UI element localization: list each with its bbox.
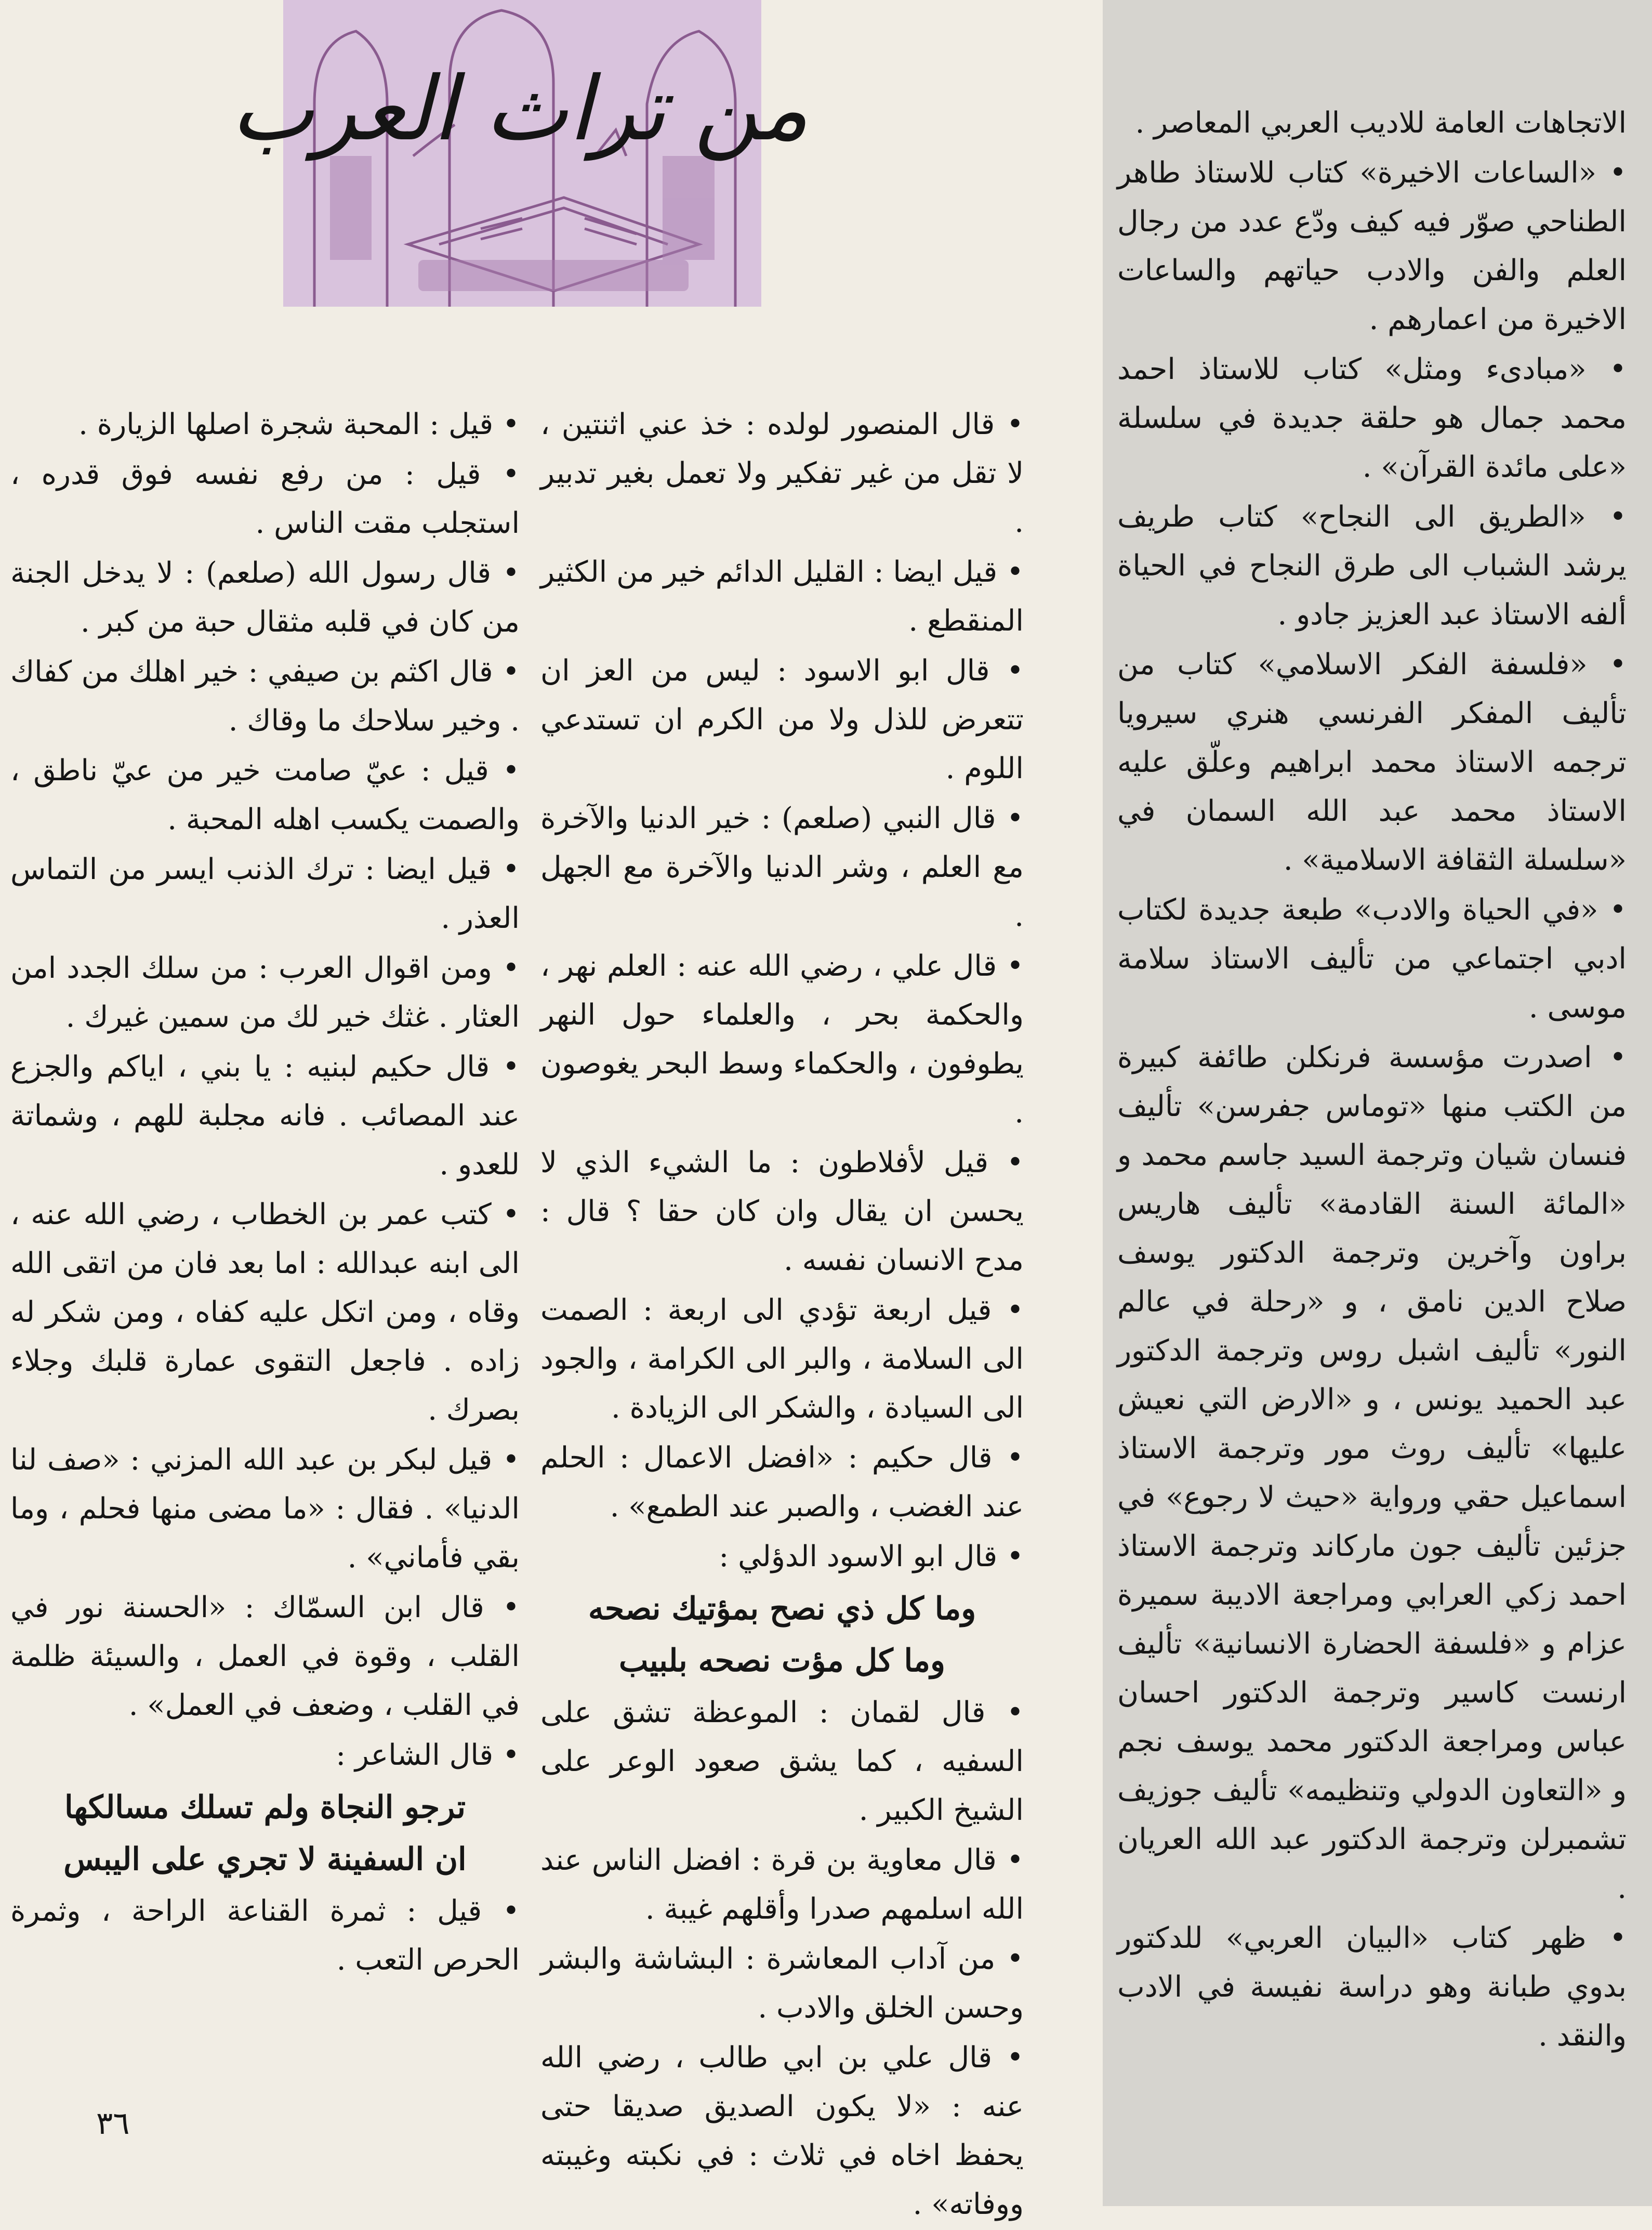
paragraph: الاتجاهات العامة للاديب العربي المعاصر . — [1135, 106, 1627, 140]
middle-column-sayings — [540, 400, 1024, 2230]
saying: • قال ابو الاسود : ليس من العز ان تتعرض للذل ولا من الكرم ان تستدعي اللوم . — [540, 654, 1024, 785]
saying: • قيل ايضا : ترك الذنب ايسر من التماس العذر . — [10, 852, 520, 935]
paragraph: • اصدرت مؤسسة فرنكلن طائفة كبيرة من الكتب منها «توماس جفرسن» تأليف فنسان شيان وترجمة السيد جاسم محمد و «المائة السنة القادمة» تأليف هاريس براون وآخرين وترجمة الدكتور يوسف صلاح الدين نامق ، و «رحلة في عالم النور» تأليف اشبل روس وترجمة الدكتور عبد الحميد يونس ، و «الارض التي نعيش عليها» تأليف روث مور وترجمة الاستاذ اسماعيل حقي ورواية «حيث لا رجوع» في جزئين تأليف جون ماركاند وترجمة الاستاذ احمد زكي العرابي ومراجعة الاديبة سميرة عزام و «فلسفة الحضارة الانسانية» تأليف ارنست كاسير وترجمة الدكتور احسان عباس ومراجعة الدكتور محمد يوسف نجم و «التعاون الدولي وتنظيمه» تأليف جوزيف تشمبرلن وترجمة الدكتور عبد الله العريان . — [1117, 1041, 1627, 1905]
saying: • ومن اقوال العرب : من سلك الجدد امن العثار . غثك خير لك من سمين غيرك . — [10, 951, 520, 1034]
verse-line: وما كل ذي نصح بمؤتيك نصحه — [588, 1591, 976, 1627]
saying: • قيل ايضا : القليل الدائم خير من الكثير المنقطع . — [540, 555, 1024, 638]
saying: • قال علي بن ابي طالب ، رضي الله عنه : «لا يكون الصديق صديقا حتى يحفظ اخاه في ثلاث : في نكبته وغيبته ووفاته» . — [540, 2041, 1024, 2221]
saying: • قيل : المحبة شجرة اصلها الزيارة . — [78, 408, 520, 441]
page-number: ٣٦ — [96, 2105, 130, 2142]
saying: • قال حكيم : «افضل الاعمال : الحلم عند الغضب ، والصبر عند الطمع» . — [540, 1441, 1024, 1524]
saying: • من آداب المعاشرة : البشاشة والبشر وحسن الخلق والادب . — [540, 1942, 1024, 2025]
saying: • قال المنصور لولده : خذ عني اثنتين ، لا تقل من غير تفكير ولا تعمل بغير تدبير . — [540, 408, 1024, 539]
saying: • قيل : ثمرة القناعة الراحة ، وثمرة الحرص التعب . — [10, 1894, 520, 1977]
saying: • قيل اربعة تؤدي الى اربعة : الصمت الى السلامة ، والبر الى الكرامة ، والجود الى السيادة ، والشكر الى الزيادة . — [540, 1293, 1024, 1425]
saying: • قال ابو الاسود الدؤلي : — [719, 1540, 1024, 1573]
paragraph: • «مبادىء ومثل» كتاب للاستاذ احمد محمد جمال هو حلقة جديدة في سلسلة «على مائدة القرآن» . — [1117, 352, 1627, 484]
left-column-sayings — [10, 400, 520, 1986]
paragraph: • «الساعات الاخيرة» كتاب للاستاذ طاهر الطناحي صوّر فيه كيف ودّع عدد من رجال العلم والفن والادب حياتهم والساعات الاخيرة من اعمارهم . — [1117, 156, 1627, 336]
paragraph: • «الطريق الى النجاح» كتاب طريف يرشد الشباب الى طرق النجاح في الحياة ألفه الاستاذ عبد العزيز جادو . — [1117, 500, 1627, 632]
saying: • قال النبي (صلعم) : خير الدنيا والآخرة مع العلم ، وشر الدنيا والآخرة مع الجهل . — [540, 802, 1024, 933]
saying: • قال لقمان : الموعظة تشق على السفيه ، كما يشق صعود الوعر على الشيخ الكبير . — [540, 1696, 1024, 1827]
saying: • كتب عمر بن الخطاب ، رضي الله عنه ، الى ابنه عبدالله : اما بعد فان من اتقى الله وقاه ، ومن اتكل عليه كفاه ، ومن شكر له زاده . فاجعل التقوى عمارة قلبك وجلاء بصرك . — [10, 1198, 520, 1427]
saying: • قال حكيم لبنيه : يا بني ، اياكم والجزع عند المصائب . فانه مجلبة للهم ، وشماتة للعدو . — [10, 1050, 520, 1182]
paragraph: • «في الحياة والادب» طبعة جديدة لكتاب ادبي اجتماعي من تأليف الاستاذ سلامة موسى . — [1117, 893, 1627, 1025]
paragraph: • ظهر كتاب «البيان العربي» للدكتور بدوي طبانة وهو دراسة نفيسة في الادب والنقد . — [1117, 1921, 1627, 2053]
saying: • قال ابن السمّاك : «الحسنة نور في القلب ، وقوة في العمل ، والسيئة ظلمة في القلب ، وضعف في العمل» . — [10, 1591, 520, 1722]
page-title: من تراث العرب — [231, 58, 809, 161]
saying: • قال علي ، رضي الله عنه : العلم نهر ، والحكمة بحر ، والعلماء حول النهر يطوفون ، والحكماء وسط البحر يغوصون . — [540, 949, 1024, 1130]
saying: • قيل : من رفع نفسه فوق قدره ، استجلب مقت الناس . — [10, 457, 520, 540]
verse-line: ترجو النجاة ولم تسلك مسالكها — [64, 1789, 466, 1826]
saying: • قيل لبكر بن عبد الله المزني : «صف لنا الدنيا» . فقال : «ما مضى منها فحلم ، وما بقي فأماني» . — [10, 1443, 520, 1575]
saying: • قال اكثم بن صيفي : خير اهلك من كفاك . وخير سلاحك ما وقاك . — [10, 655, 520, 738]
saying: • قيل : عيّ صامت خير من عيّ ناطق ، والصمت يكسب اهله المحبة . — [10, 754, 520, 836]
verse-line: وما كل مؤت نصحه بلبيب — [619, 1643, 945, 1679]
paragraph: • «فلسفة الفكر الاسلامي» كتاب من تأليف المفكر الفرنسي هنري سيرويا ترجمه الاستاذ محمد ابراهيم وعلّق عليه الاستاذ محمد عبد الله السمان في «سلسلة الثقافة الاسلامية» . — [1117, 648, 1627, 877]
saying: • قيل لأفلاطون : ما الشيء الذي لا يحسن ان يقال وان كان حقا ؟ قال : مدح الانسان نفسه . — [540, 1146, 1024, 1277]
verse-line: ان السفينة لا تجري على اليبس — [63, 1841, 467, 1878]
right-column-books-news — [1117, 99, 1627, 2062]
saying: • قال الشاعر : — [336, 1738, 520, 1772]
saying: • قال رسول الله (صلعم) : لا يدخل الجنة من كان في قلبه مثقال حبة من كبر . — [10, 556, 520, 639]
saying: • قال معاوية بن قرة : افضل الناس عند الله اسلمهم صدرا وأقلهم غيبة . — [540, 1843, 1024, 1926]
